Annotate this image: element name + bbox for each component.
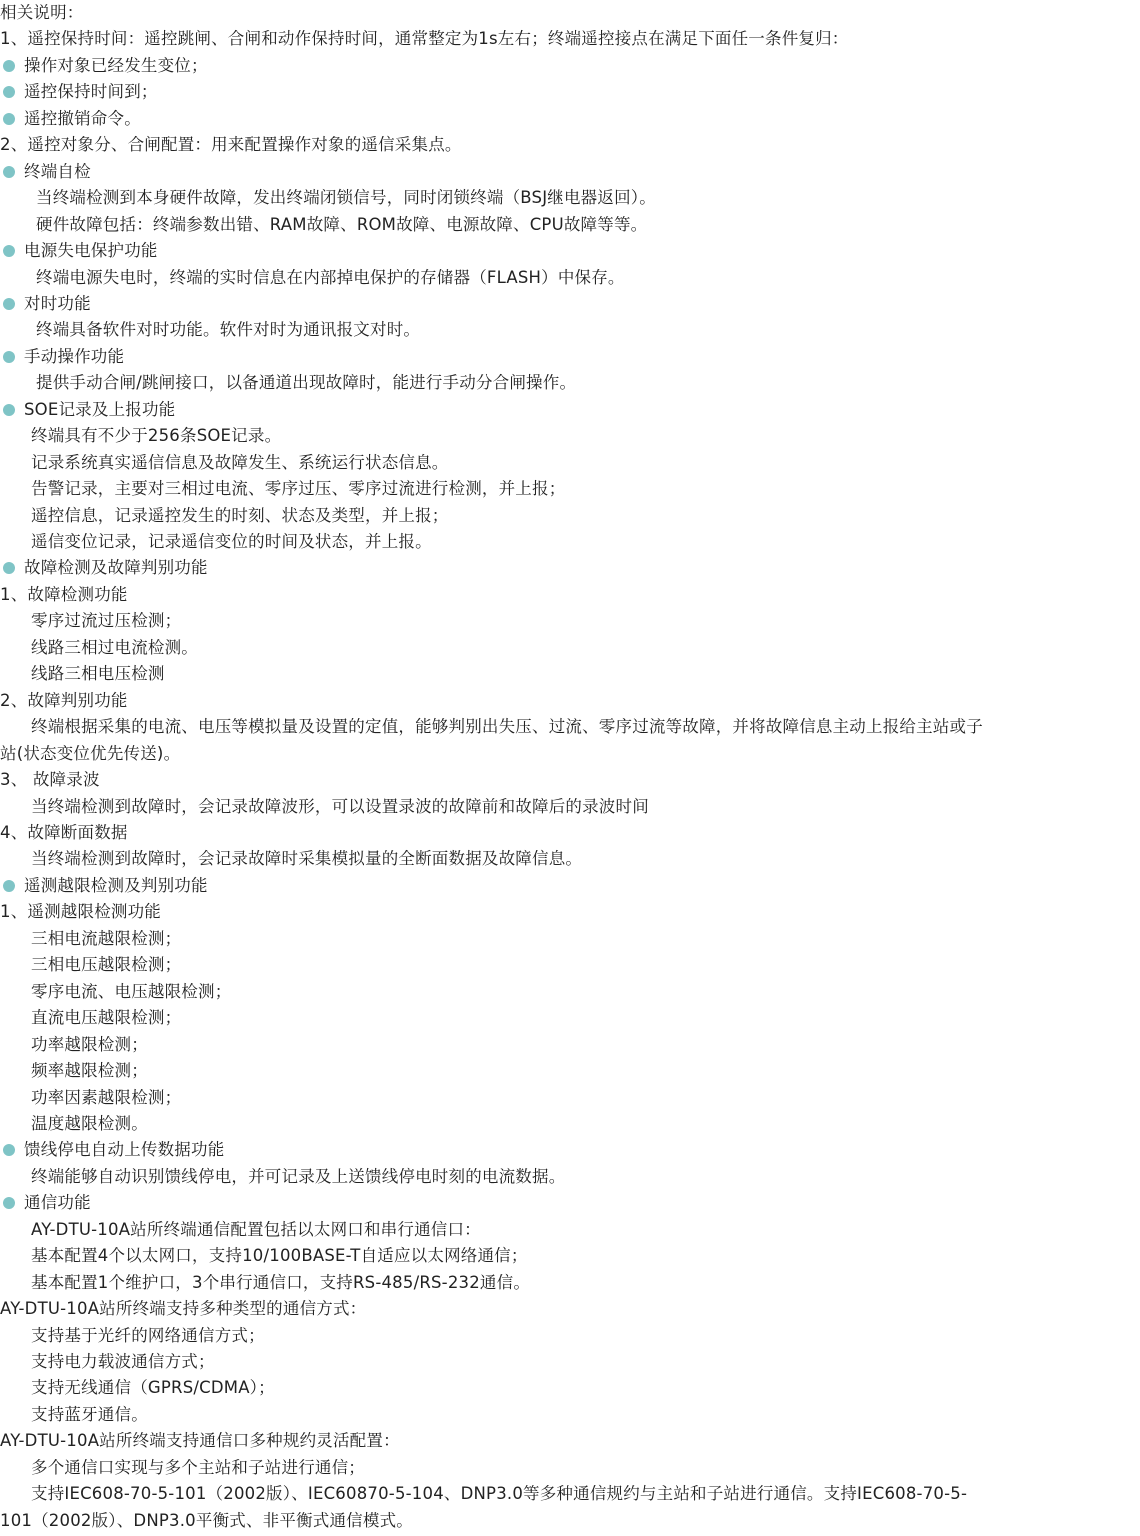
bullet-item: 故障检测及故障判别功能 xyxy=(0,555,208,581)
indented-line: 三相电压越限检测； xyxy=(31,955,182,975)
bullet-item: 操作对象已经发生变位； xyxy=(0,53,208,79)
bullet-item: 手动操作功能 xyxy=(0,344,124,370)
indented-line: 多个通信口实现与多个主站和子站进行通信； xyxy=(31,1457,365,1477)
indented-line: 支持基于光纤的网络通信方式； xyxy=(31,1325,265,1345)
bullet-item: 通信功能 xyxy=(0,1190,91,1216)
indented-line: 硬件故障包括：终端参数出错、RAM故障、ROM故障、电源故障、CPU故障等等。 xyxy=(36,214,648,234)
heading-line: 2、故障判别功能 xyxy=(0,690,128,710)
indented-line: 基本配置4个以太网口，支持10/100BASE-T自适应以太网络通信； xyxy=(31,1246,528,1266)
heading-line: AY-DTU-10A站所终端支持通信口多种规约灵活配置： xyxy=(0,1431,400,1451)
indented-line: 终端电源失电时，终端的实时信息在内部掉电保护的存储器（FLASH）中保存。 xyxy=(36,267,625,287)
heading-line: 2、遥控对象分、合闸配置：用来配置操作对象的遥信采集点。 xyxy=(0,135,462,155)
bullet-item: 馈线停电自动上传数据功能 xyxy=(0,1137,224,1163)
bullet-item: 终端自检 xyxy=(0,159,91,185)
indented-line: 当终端检测到故障时，会记录故障时采集模拟量的全断面数据及故障信息。 xyxy=(31,849,583,869)
heading-line: 1、遥测越限检测功能 xyxy=(0,902,161,922)
indented-line: 告警记录，主要对三相过电流、零序过压、零序过流进行检测，并上报； xyxy=(31,479,566,499)
indented-line: 零序电流、电压越限检测； xyxy=(31,981,232,1001)
indented-line: 终端能够自动识别馈线停电，并可记录及上送馈线停电时刻的电流数据。 xyxy=(31,1166,566,1186)
heading-line: 101（2002版）、DNP3.0平衡式、非平衡式通信模式。 xyxy=(0,1510,413,1530)
indented-line: 直流电压越限检测； xyxy=(31,1008,182,1028)
indented-line: 零序过流过压检测； xyxy=(31,611,182,631)
bullet-item: 遥控保持时间到； xyxy=(0,79,158,105)
indented-line: 终端具备软件对时功能。软件对时为通讯报文对时。 xyxy=(36,320,421,340)
heading-line: 站(状态变位优先传送)。 xyxy=(0,743,181,763)
heading-line: AY-DTU-10A站所终端支持多种类型的通信方式： xyxy=(0,1299,367,1318)
indented-line: 基本配置1个维护口，3个串行通信口，支持RS-485/RS-232通信。 xyxy=(31,1272,531,1292)
indented-line: 线路三相过电流检测。 xyxy=(31,637,198,657)
indented-line: 频率越限检测； xyxy=(31,1061,148,1080)
bullet-item: 电源失电保护功能 xyxy=(0,238,158,264)
indented-line: 当终端检测到故障时，会记录故障波形，可以设置录波的故障前和故障后的录波时间 xyxy=(31,796,649,816)
heading-line: 相关说明： xyxy=(0,3,84,22)
bullet-item: 遥控撤销命令。 xyxy=(0,106,141,132)
indented-line: AY-DTU-10A站所终端通信配置包括以太网口和串行通信口： xyxy=(31,1219,481,1239)
indented-line: 功率因素越限检测； xyxy=(31,1087,182,1107)
indented-line: 功率越限检测； xyxy=(31,1034,148,1054)
indented-line: 当终端检测到本身硬件故障，发出终端闭锁信号，同时闭锁终端（BSJ继电器返回）。 xyxy=(36,188,656,208)
indented-line: 支持无线通信（GPRS/CDMA）； xyxy=(31,1378,275,1398)
indented-line: 记录系统真实遥信信息及故障发生、系统运行状态信息。 xyxy=(31,452,449,472)
indented-line: 提供手动合闸/跳闸接口，以备通道出现故障时，能进行手动分合闸操作。 xyxy=(36,373,577,393)
heading-line: 1、遥控保持时间：遥控跳闸、合闸和动作保持时间，通常整定为1s左右；终端遥控接点在满足下面任一条件复归： xyxy=(0,29,849,49)
indented-line: 支持IEC608-70-5-101（2002版）、IEC60870-5-104、DNP3.0等多种通信规约与主站和子站进行通信。支持IEC608-70-5- xyxy=(31,1484,968,1504)
heading-line: 3、 故障录波 xyxy=(0,770,100,789)
indented-line: 终端根据采集的电流、电压等模拟量及设置的定值，能够判别出失压、过流、零序过流等故障，并将故障信息主动上报给主站或子 xyxy=(31,717,983,737)
indented-line: 三相电流越限检测； xyxy=(31,928,182,948)
indented-line: 线路三相电压检测 xyxy=(31,664,165,684)
bullet-item: 对时功能 xyxy=(0,291,91,317)
bullet-item: SOE记录及上报功能 xyxy=(0,397,175,423)
indented-line: 遥信变位记录，记录遥信变位的时间及状态，并上报。 xyxy=(31,532,432,551)
heading-line: 4、故障断面数据 xyxy=(0,822,128,842)
indented-line: 支持电力载波通信方式； xyxy=(31,1352,215,1371)
indented-line: 温度越限检测。 xyxy=(31,1113,148,1133)
heading-line: 1、故障检测功能 xyxy=(0,584,128,604)
indented-line: 支持蓝牙通信。 xyxy=(31,1404,148,1424)
indented-line: 终端具有不少于256条SOE记录。 xyxy=(31,426,282,446)
bullet-item: 遥测越限检测及判别功能 xyxy=(0,873,208,899)
indented-line: 遥控信息，记录遥控发生的时刻、状态及类型，并上报； xyxy=(31,505,449,525)
